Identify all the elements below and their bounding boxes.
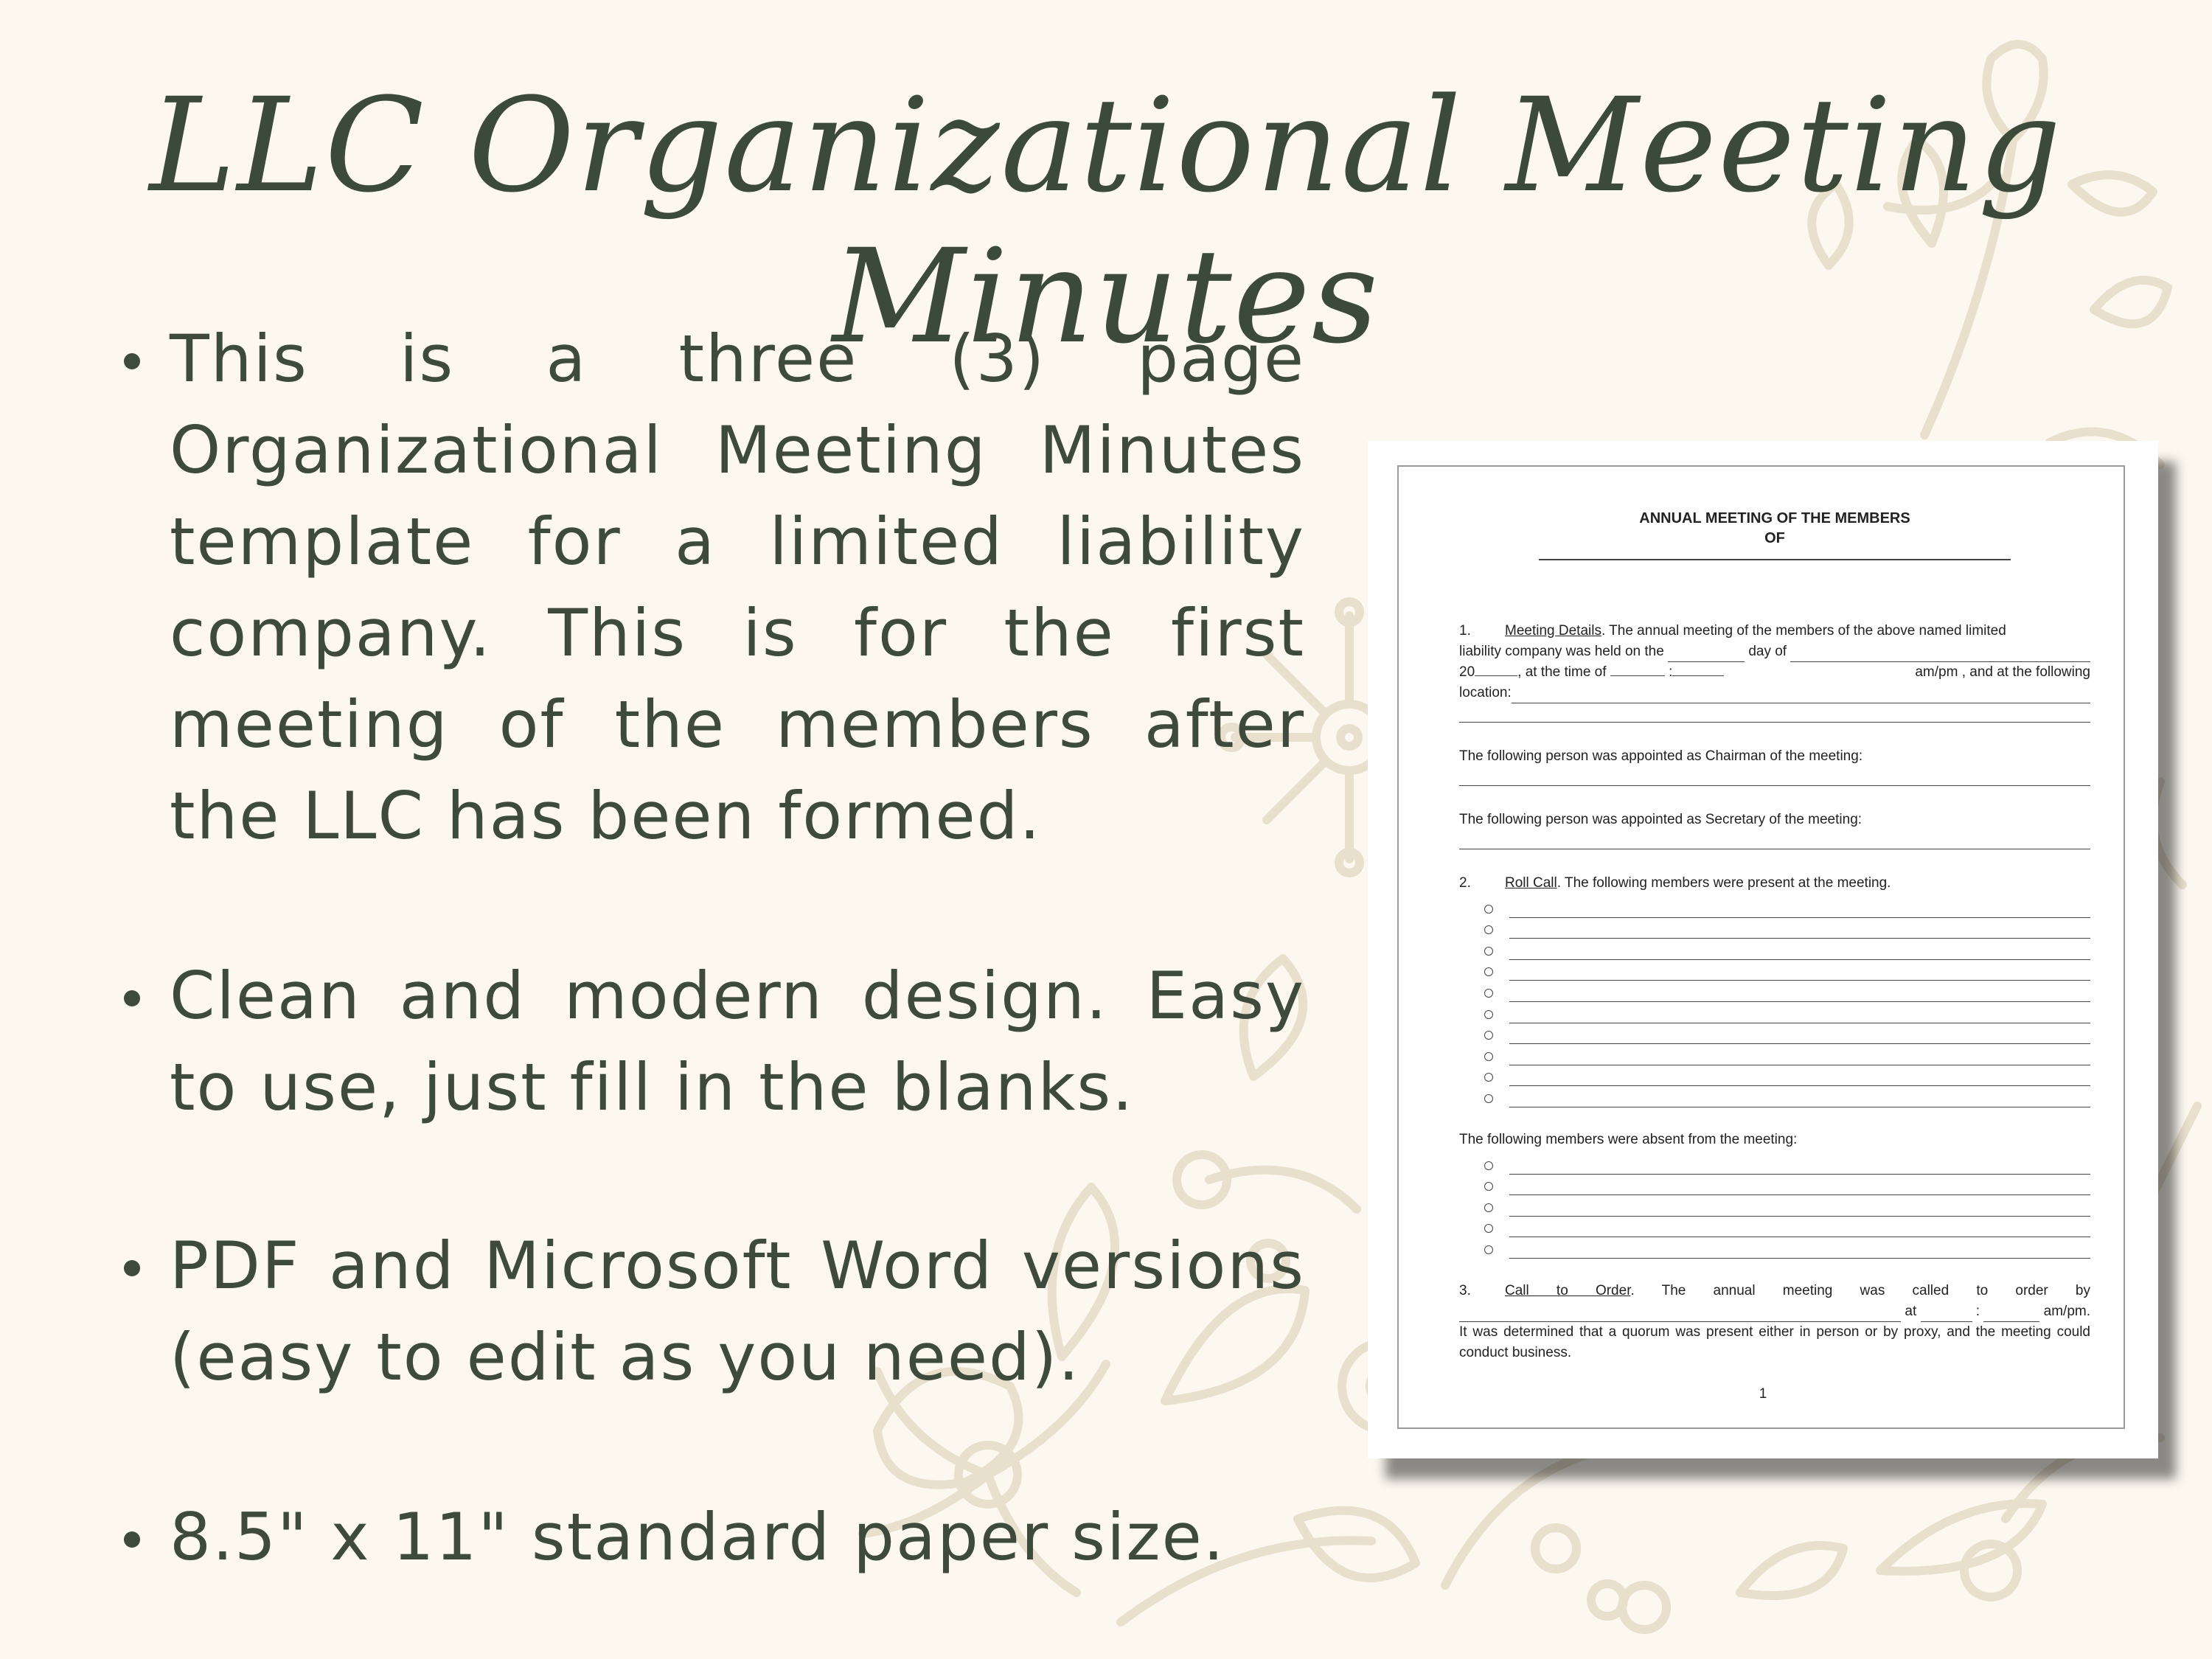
list-item (1484, 1044, 2090, 1065)
list-item (1484, 1195, 2090, 1217)
secretary-line: The following person was appointed as Secretary of the meeting: (1459, 812, 1863, 827)
list-item (1484, 1175, 2090, 1196)
page-number: 1 (1759, 1386, 1767, 1402)
document-content (1459, 509, 2090, 1363)
list-item (1484, 1237, 2090, 1259)
chairman-line: The following person was appointed as Chairman of the meeting: (1459, 748, 1863, 764)
document-preview (1368, 441, 2158, 1458)
feature-bullet: This is a three (3) page Organizational Meeting Minutes template for a limited liability company. This is for the first meeting of the members after the LLC has been formed. (111, 313, 1305, 862)
list-item (1484, 1153, 2090, 1175)
list-item (1484, 939, 2090, 960)
list-item (1484, 1023, 2090, 1045)
document-heading: ANNUAL MEETING OF THE MEMBERS OF (1459, 509, 2090, 560)
page-title: LLC Organizational Meeting Minutes (149, 70, 2063, 372)
list-item (1484, 897, 2090, 918)
feature-bullet: Clean and modern design. Easy to use, just fill in the blanks. (111, 950, 1305, 1133)
section-meeting-details: 1. Meeting Details. The annual meeting of the members of the above named limited liability company was held on the day of 20 , at the time of : am/pm , and at the following location: (1459, 621, 2090, 723)
list-item (1484, 1217, 2090, 1238)
absent-heading: The following members were absent from the meeting: (1459, 1131, 1798, 1147)
section-call-to-order: 3. Call to Order. The annual meeting was called to order by at : am/pm. It was determined that a quorum was present either in person or by proxy, and the meeting could conduct business. (1459, 1282, 2090, 1360)
feature-bullet: PDF and Microsoft Word versions (easy to edit as you need). (111, 1220, 1305, 1403)
list-item (1484, 981, 2090, 1002)
list-item (1484, 960, 2090, 981)
list-item (1484, 918, 2090, 939)
feature-list (111, 313, 1305, 1583)
absent-members-list (1484, 1153, 2090, 1259)
list-item (1484, 1065, 2090, 1087)
present-members-list (1484, 897, 2090, 1107)
list-item (1484, 1086, 2090, 1107)
list-item (1484, 1002, 2090, 1023)
feature-bullet: 8.5" x 11" standard paper size. (111, 1492, 1305, 1583)
section-roll-call: 2. Roll Call. The following members were present at the meeting. (1459, 875, 1891, 891)
